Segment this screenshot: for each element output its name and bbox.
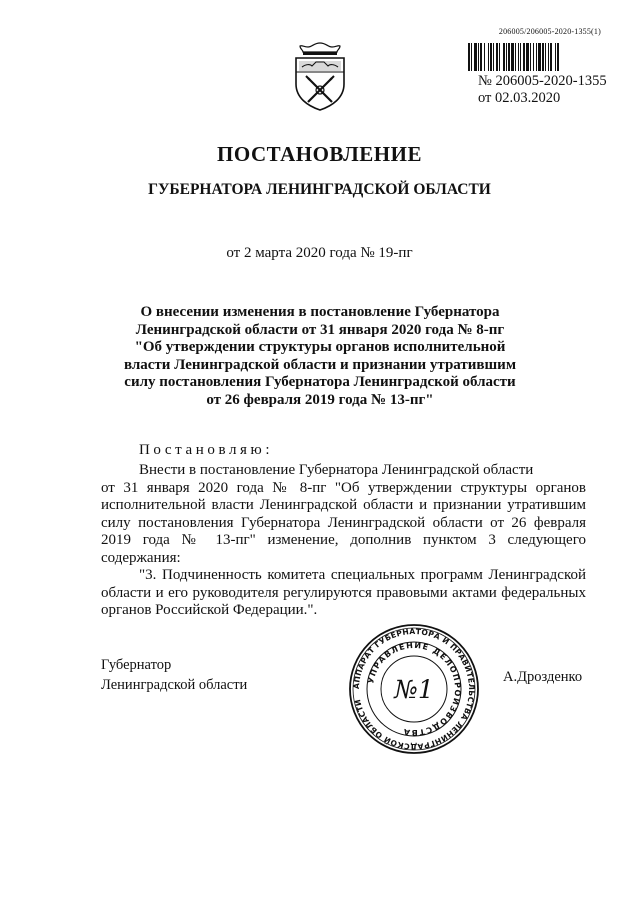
body-line: 2019 года № 13-пг" изменение, дополнив пунктом 3 следующего [101, 532, 586, 548]
body-line: от 31 января 2020 года № 8-пг "Об утверждении структуры органов [101, 480, 586, 496]
document-reference: 206005/206005-2020-1355(1) [498, 27, 601, 36]
signatory-position-line: Ленинградской области [101, 677, 248, 693]
stamp-center-number: №1 [394, 675, 434, 704]
coat-of-arms-icon [290, 40, 350, 112]
document-subtitle: ГУБЕРНАТОРА ЛЕНИНГРАДСКОЙ ОБЛАСТИ [148, 181, 491, 198]
document-title: ПОСТАНОВЛЕНИЕ [217, 142, 422, 166]
signatory-position [101, 655, 247, 695]
subject-line: О внесении изменения в постановление Губернатора [140, 304, 500, 320]
subject-line: Ленинградской области от 31 января 2020 года № 8-пг [135, 321, 505, 338]
registration-date: от 02.03.2020 [478, 90, 561, 106]
signatory-position-line: Губернатор [101, 657, 172, 673]
body-line: "3. Подчиненность комитета специальных программ Ленинградской [139, 567, 586, 583]
subject-line: "Об утверждении структуры органов исполнительной [134, 339, 506, 355]
body-line: силу постановления Губернатора Ленинградской области от 26 февраля [101, 515, 586, 531]
decree-word: Постановляю: [139, 442, 274, 458]
body-line: Внести в постановление Губернатора Ленинградской области [139, 462, 534, 478]
subject-line: силу постановления Губернатора Ленинградской области [124, 374, 516, 390]
subject-line: власти Ленинградской области и признании утратившим [123, 356, 517, 373]
signatory-name: А.Дрозденко [503, 669, 583, 685]
registration-block [478, 73, 607, 107]
body-line: области и его руководителя регулируются правовыми актами федеральных [101, 585, 586, 601]
stamp-outer-text: АППАРАТ ГУБЕРНАТОРА И ПРАВИТЕЛЬСТВА ЛЕНИНГРАДСКОЙ ОБЛАСТИ [351, 626, 477, 752]
body-line: содержания: [101, 550, 181, 566]
decree-date-number: от 2 марта 2020 года № 19-пг [226, 245, 413, 261]
stamp-middle-text: УПРАВЛЕНИЕ ДЕЛОПРОИЗВОДСТВА [366, 640, 463, 738]
barcode-icon [468, 43, 600, 71]
body-line: исполнительной власти Ленинградской области и признании утратившим [101, 497, 586, 513]
registration-number: № 206005-2020-1355 [478, 73, 607, 89]
body-line: органов Российской Федерации.". [101, 602, 318, 618]
subject-line: от 26 февраля 2019 года № 13-пг" [206, 391, 434, 408]
official-stamp-icon [348, 623, 480, 755]
decree-subject [100, 304, 540, 409]
